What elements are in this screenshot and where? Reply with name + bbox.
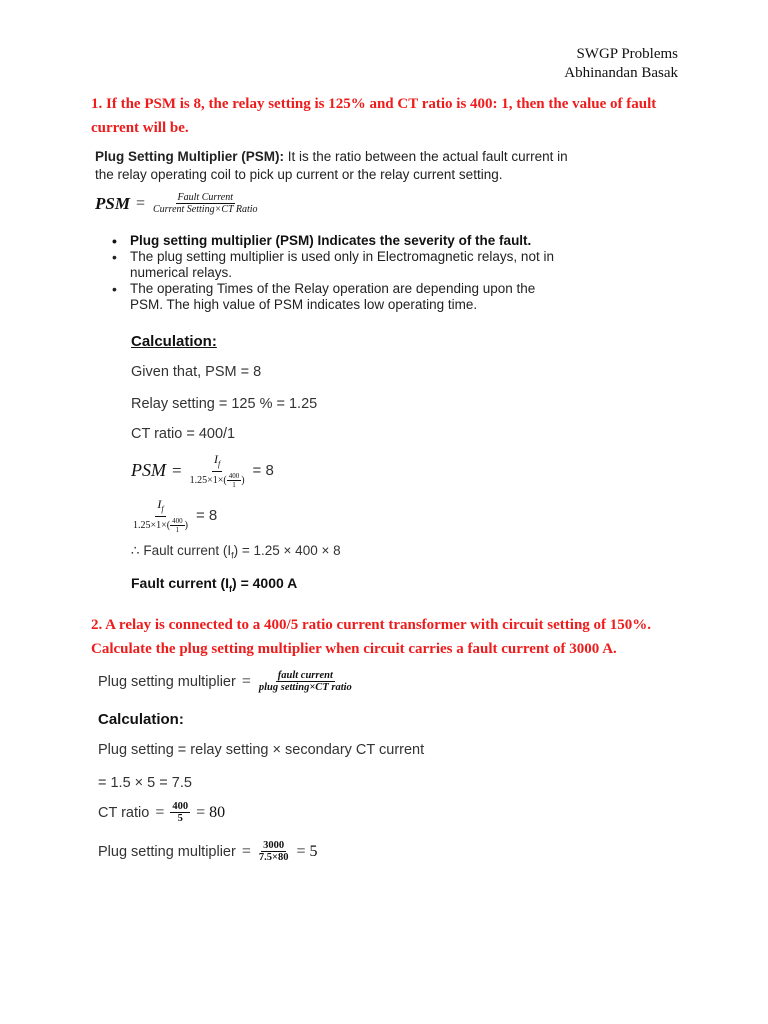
eq2-den-d: 1	[175, 526, 180, 535]
psm-formula-num: Fault Current	[177, 192, 233, 203]
psm-formula-eq: =	[135, 194, 145, 212]
question-2-title: 2. A relay is connected to a 400/5 ratio current transformer with circuit setting of 150%. Calculate the plug setting multiplier when circuit carries a fault current of 3000 A.	[91, 617, 652, 657]
q2-psm	[98, 840, 318, 863]
q2-psm-num: 3000	[263, 840, 285, 851]
q2-formula	[98, 670, 354, 693]
q2-psm-rhs: = 5	[296, 842, 318, 860]
bullet-item: • Plug setting multiplier (PSM) Indicates the severity of the fault.	[112, 233, 572, 249]
eq2-den-pre: 1.25×1×(	[133, 519, 171, 531]
eq1-equals: =	[172, 460, 182, 480]
eq1-rhs: = 8	[252, 462, 274, 480]
q2-ct-fraction	[170, 801, 190, 824]
result-sub: f	[229, 583, 233, 594]
q2-ct-ratio	[98, 801, 225, 824]
result-post: ) = 4000 A	[232, 575, 298, 591]
q2-formula-num: fault current	[277, 670, 333, 681]
psm-definition-term: Plug Setting Multiplier (PSM):	[95, 149, 284, 164]
q2-ct-rhs: = 80	[196, 803, 226, 821]
q1-therefore	[131, 543, 341, 561]
psm-formula-den: Current Setting×CT Ratio	[153, 204, 258, 215]
eq1-num: I	[213, 452, 218, 466]
eq1-fraction	[188, 452, 247, 489]
eq2-num-sub: f	[161, 504, 164, 514]
q2-ct-den: 5	[177, 813, 183, 824]
result-pre: Fault current (I	[131, 575, 230, 591]
eq1-lhs: PSM	[131, 460, 166, 481]
q1-equation-2	[131, 497, 217, 534]
psm-definition	[95, 148, 575, 184]
q2-plug-setting: Plug setting = relay setting × secondary CT current	[98, 742, 425, 758]
therefore-sub: f	[231, 550, 234, 561]
eq1-den-d: 1	[232, 481, 236, 490]
psm-bullet-list	[112, 233, 572, 313]
q2-formula-lhs: Plug setting multiplier	[98, 673, 236, 690]
eq2-num: I	[157, 497, 162, 511]
q1-relay-setting: Relay setting = 125 % = 1.25	[131, 396, 318, 412]
bullet-item: • The operating Times of the Relay operation are depending upon the PSM. The high value of PSM indicates low operating time.	[112, 281, 572, 313]
q2-psm-fraction	[257, 840, 291, 863]
psm-formula-lhs: PSM	[95, 193, 130, 213]
q1-calculation-heading: Calculation:	[131, 333, 217, 350]
header-title: SWGP Problems	[576, 46, 678, 62]
q2-ct-eq: =	[155, 803, 165, 821]
q2-formula-eq: =	[241, 672, 251, 690]
therefore-post: ) = 1.25 × 400 × 8	[233, 543, 341, 558]
q2-formula-fraction	[257, 670, 354, 693]
q2-psm-eq: =	[241, 842, 251, 860]
eq1-den-pre: 1.25×1×(	[189, 474, 227, 486]
psm-formula-fraction	[151, 192, 260, 215]
eq2-den-post: )	[184, 519, 188, 531]
q2-formula-den: plug setting×CT ratio	[258, 682, 352, 693]
psm-formula	[95, 192, 260, 215]
psm-definition-text: It is the ratio between the actual fault current in the relay operating coil to pick up current or the relay current setting.	[95, 149, 568, 182]
q1-ct-ratio: CT ratio = 400/1	[131, 426, 236, 442]
eq2-den-n: 400	[172, 517, 183, 526]
eq1-den-post: )	[241, 474, 245, 486]
header-author: Abhinandan Basak	[564, 65, 678, 81]
q1-equation-1	[131, 452, 274, 489]
q2-calculation-heading: Calculation:	[98, 711, 184, 728]
q2-psm-lhs: Plug setting multiplier	[98, 843, 236, 860]
q1-result	[131, 575, 297, 594]
q1-given: Given that, PSM = 8	[131, 364, 262, 380]
eq1-num-sub: f	[217, 459, 221, 469]
eq2-rhs: = 8	[195, 507, 218, 525]
therefore-pre: ∴ Fault current (I	[131, 543, 232, 558]
eq1-den-n: 400	[228, 472, 240, 481]
bullet-item: • The plug setting multiplier is used only in Electromagnetic relays, not in numerical relays.	[112, 249, 572, 281]
question-1-title: 1. If the PSM is 8, the relay setting is 125% and CT ratio is 400: 1, then the value of fault current will be.	[91, 96, 657, 136]
q2-ct-num: 400	[172, 801, 189, 812]
q2-psm-den: 7.5×80	[258, 852, 289, 863]
q2-plug-value: = 1.5 × 5 = 7.5	[98, 775, 192, 791]
q2-ct-lhs: CT ratio	[98, 804, 150, 821]
eq2-fraction	[131, 497, 190, 534]
